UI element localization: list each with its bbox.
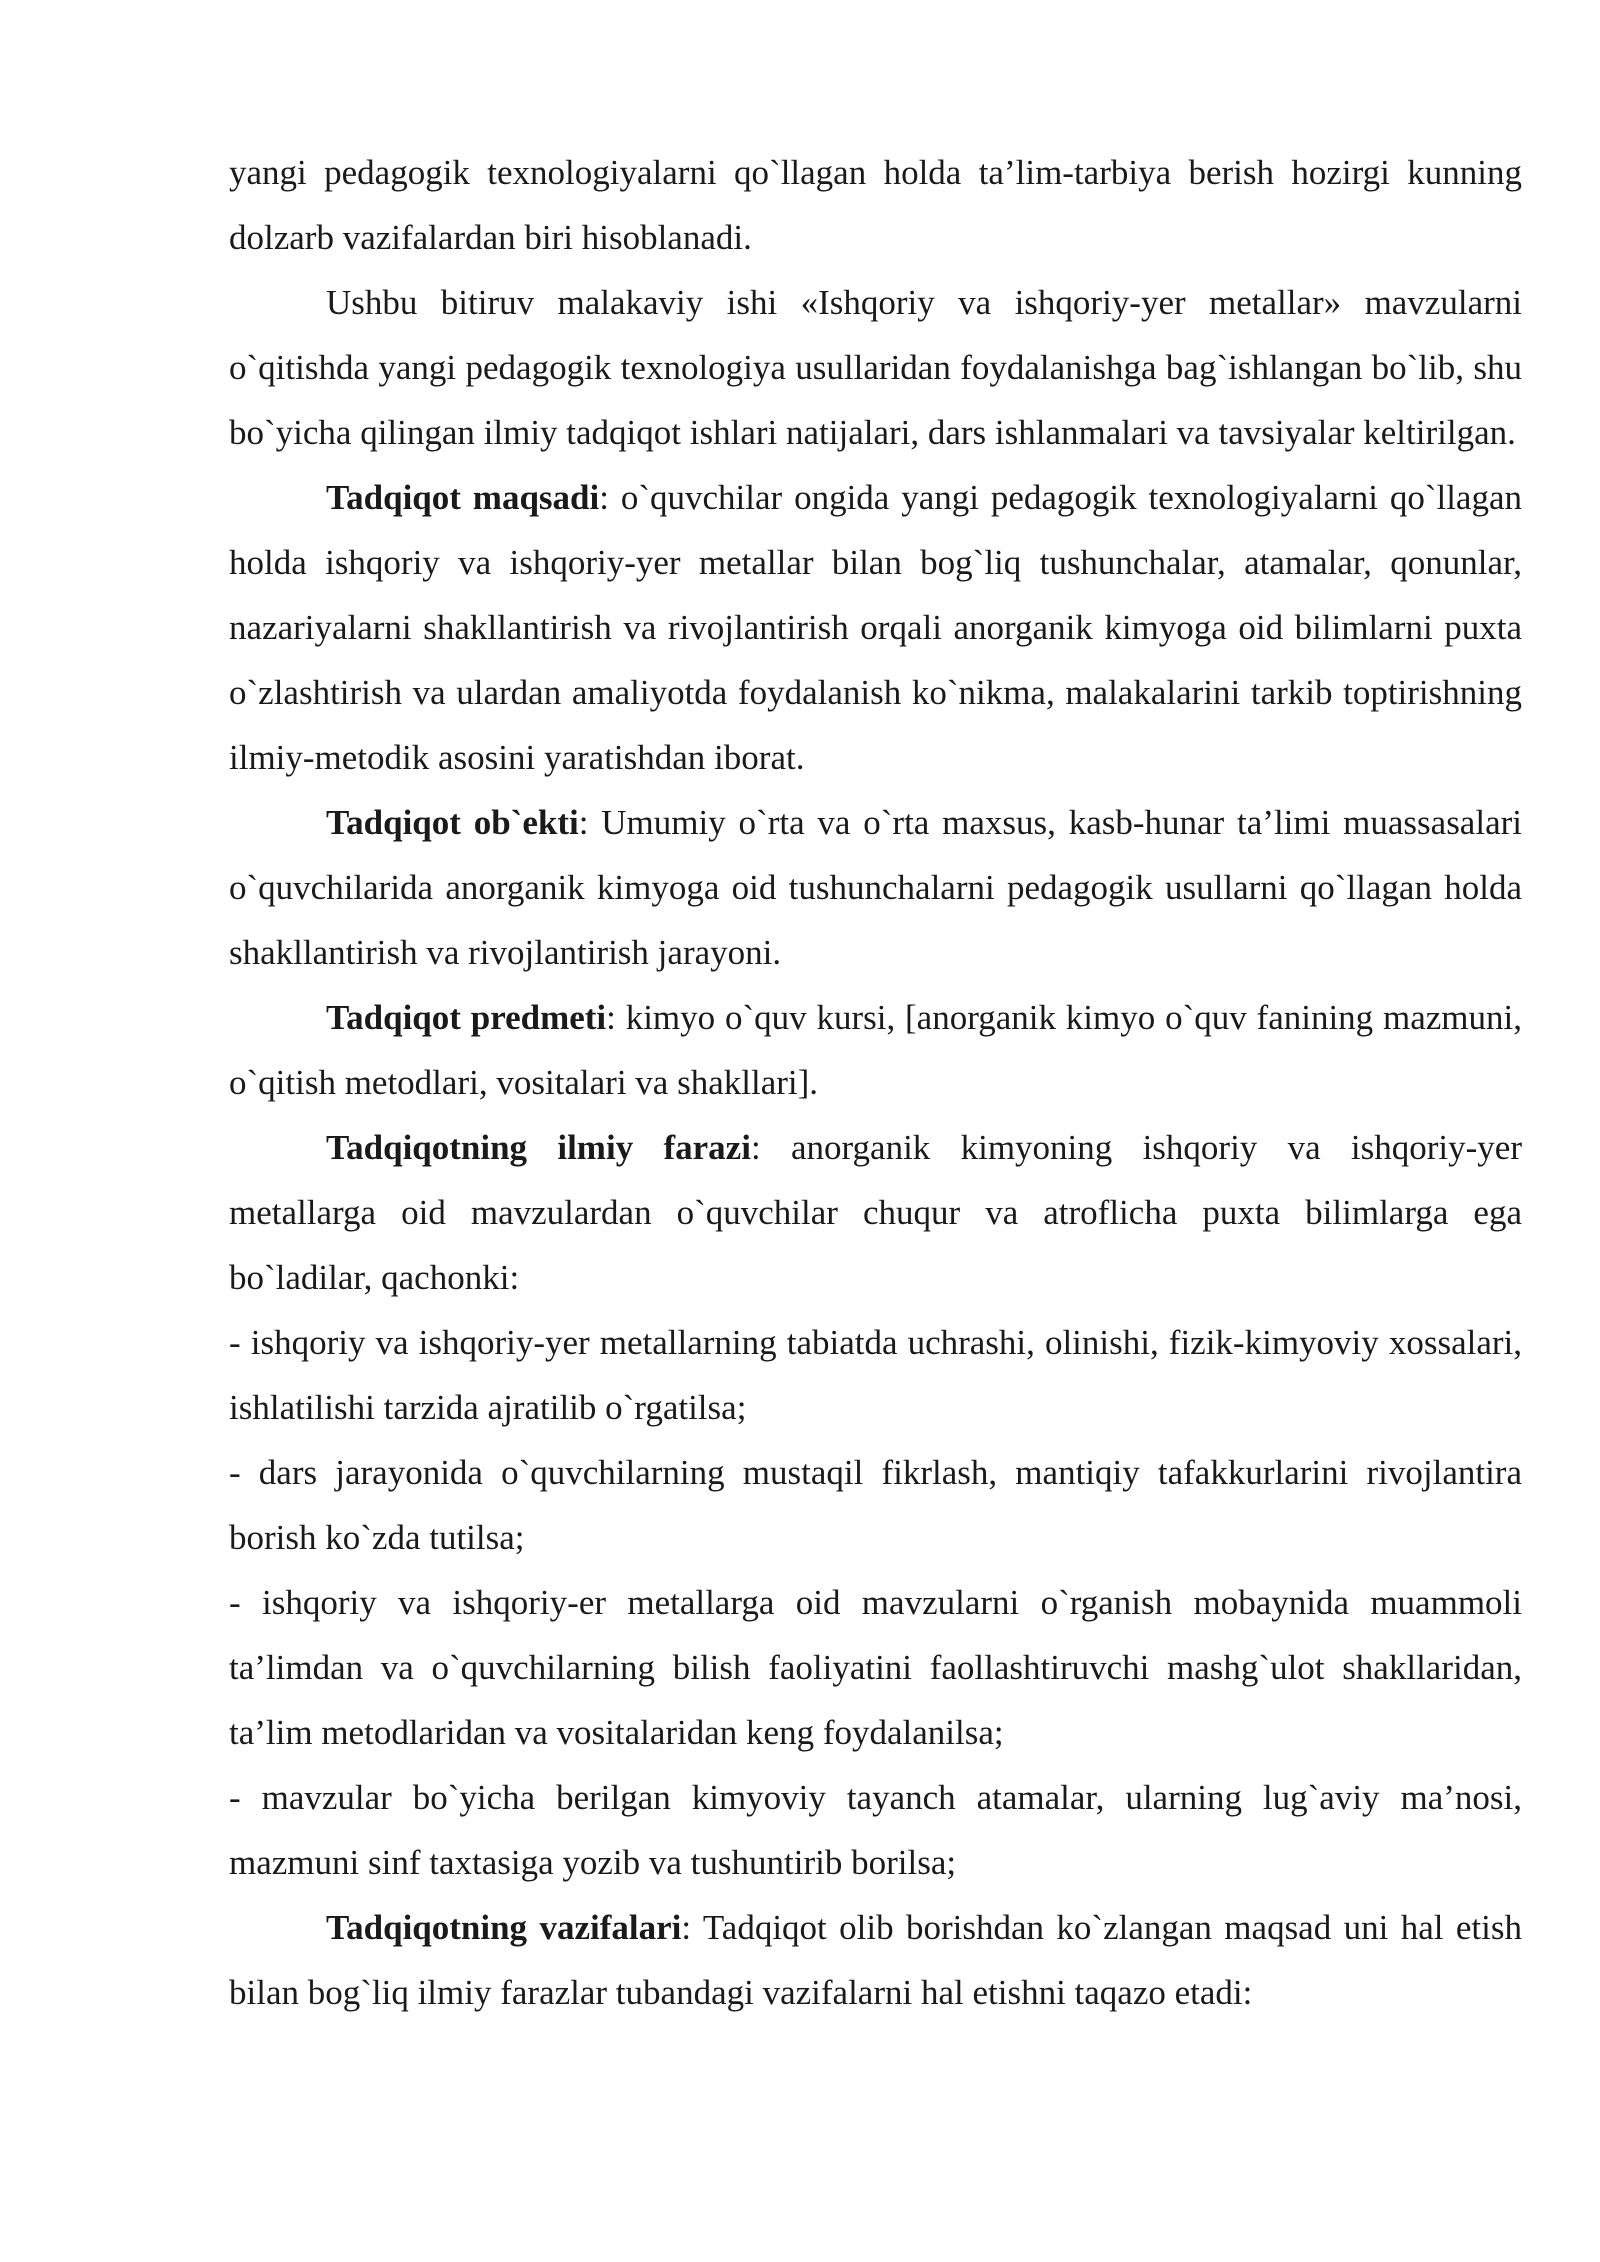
list-item: - ishqoriy va ishqoriy-yer metallarning tabiatda uchrashi, olinishi, fizik-kimyoviy xossalari, ishlatilishi tarzida ajratilib o`rgatilsa; bbox=[229, 1323, 1522, 1427]
paragraph-intro-continuation: yangi pedagogik texnologiyalarni qo`llagan holda ta’lim-tarbiya berish hozirgi kunning dolzarb vazifalardan biri hisoblanadi. bbox=[229, 153, 1522, 257]
research-subject-term: Tadqiqot predmeti bbox=[326, 998, 607, 1037]
research-tasks-term: Tadqiqotning vazifalari bbox=[326, 1908, 682, 1947]
list-item: - mavzular bo`yicha berilgan kimyoviy tayanch atamalar, ularning lug`aviy ma’nosi, mazmuni sinf taxtasiga yozib va tushuntirib borilsa; bbox=[229, 1778, 1522, 1882]
research-goal-term: Tadqiqot maqsadi bbox=[326, 478, 600, 517]
research-goal-text: : o`quvchilar ongida yangi pedagogik texnologiyalarni qo`llagan holda ishqoriy va ishqoriy-yer metallar bilan bog`liq tushunchalar, atamalar, qonunlar, nazariyalarni shakllantirish va rivojlantirish orqali anorganik kimyoga oid bilimlarni puxta o`zlashtirish va ulardan amaliyotda foydalanish ko`nikma, malakalarini tarkib toptirishning ilmiy-metodik asosini yaratishdan iborat. bbox=[229, 478, 1522, 777]
list-item: - ishqoriy va ishqoriy-er metallarga oid mavzularni o`rganish mobaynida muammoli ta’limdan va o`quvchilarning bilish faoliyatini faollashtiruvchi mashg`ulot shakllaridan, ta’lim metodlaridan va vositalaridan keng foydalanilsa; bbox=[229, 1583, 1522, 1752]
research-tasks-text: : Tadqiqot olib borishdan ko`zlangan maqsad uni hal etish bilan bog`liq ilmiy farazlar tubandagi vazifalarni hal etishni taqazo etadi: bbox=[229, 1908, 1522, 2012]
paragraph-thesis-description: Ushbu bitiruv malakaviy ishi «Ishqoriy va ishqoriy-yer metallar» mavzularni o`qitishda yangi pedagogik texnologiya usullaridan foydalanishga bag`ishlangan bo`lib, shu bo`yicha qilingan ilmiy tadqiqot ishlari natijalari, dars ishlanmalari va tavsiyalar keltirilgan. bbox=[229, 283, 1522, 452]
research-object-text: : Umumiy o`rta va o`rta maxsus, kasb-hunar ta’limi muassasalari o`quvchilarida anorganik kimyoga oid tushunchalarni pedagogik usullarni qo`llagan holda shakllantirish va rivojlantirish jarayoni. bbox=[229, 803, 1522, 972]
research-subject-text: : kimyo o`quv kursi, [anorganik kimyo o`quv fanining mazmuni, o`qitish metodlari, vositalari va shakllari]. bbox=[229, 998, 1522, 1102]
hypothesis-text: : anorganik kimyoning ishqoriy va ishqoriy-yer metallarga oid mavzulardan o`quvchilar chuqur va atroflicha puxta bilimlarga ega bo`ladilar, qachonki: bbox=[229, 1128, 1523, 1297]
paragraph-research-goal bbox=[229, 465, 1522, 790]
list-item: - dars jarayonida o`quvchilarning mustaqil fikrlash, mantiqiy tafakkurlarini rivojlantira borish ko`zda tutilsa; bbox=[229, 1453, 1522, 1557]
paragraph-hypothesis bbox=[229, 1115, 1522, 1310]
hypothesis-term: Tadqiqotning ilmiy farazi bbox=[326, 1128, 751, 1167]
research-object-term: Tadqiqot ob`ekti bbox=[326, 803, 579, 842]
paragraph-research-subject bbox=[229, 985, 1522, 1115]
paragraph-research-tasks bbox=[229, 1895, 1522, 2025]
document-page bbox=[229, 140, 1522, 2025]
paragraph-research-object bbox=[229, 790, 1522, 985]
